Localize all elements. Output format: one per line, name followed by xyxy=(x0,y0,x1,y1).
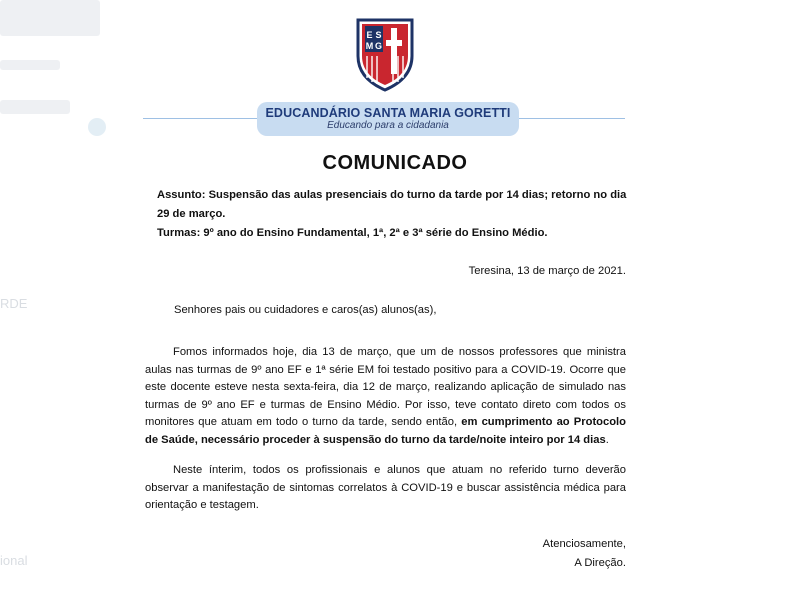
svg-text:G: G xyxy=(374,41,383,51)
background-panel xyxy=(88,118,106,136)
signature: A Direção. xyxy=(574,557,626,569)
school-motto: Educando para a cidadania xyxy=(327,120,449,131)
background-panel xyxy=(0,100,70,114)
paragraph-1-text: Fomos informados hoje, dia 13 de março, que um de nossos professores que ministra aulas nas turmas de 9º ano EF e 1ª série EM foi testado positivo para a COVID-19. Ocorre que este docente esteve nesta sexta-feira, dia 12 de março, realizando aplicação de simulado nas turmas de 9º ano EF e turmas de Ensino Médio. Por isso, teve contato direto com todos os monitores que atuam em todo o turno da tarde, sendo então, xyxy=(145,346,626,428)
school-crest-logo xyxy=(355,16,415,92)
header-rule-right xyxy=(517,118,625,119)
svg-text:S: S xyxy=(375,30,382,40)
closing: Atenciosamente, xyxy=(542,538,626,550)
paragraph-1-bold: em cumprimento ao Protocolo de Saúde, necessário proceder à suspensão do turno da tarde/noite inteiro por 14 dias xyxy=(145,416,627,446)
subject-line-1: Assunto: Suspensão das aulas presenciais do turno da tarde por 14 dias; retorno no dia xyxy=(157,189,627,201)
school-banner xyxy=(257,102,519,136)
svg-text:E: E xyxy=(366,30,373,40)
greeting: Senhores pais ou cuidadores e caros(as) alunos(as), xyxy=(174,304,437,316)
header-rule-left xyxy=(143,118,259,119)
background-panel xyxy=(0,60,60,70)
subject-line-2: 29 de março. xyxy=(157,208,226,220)
classes-line: Turmas: 9º ano do Ensino Fundamental, 1ª, 2ª e 3ª série do Ensino Médio. xyxy=(157,227,548,239)
paragraph-1-end: . xyxy=(605,433,609,446)
date-line: Teresina, 13 de março de 2021. xyxy=(468,265,626,277)
paragraph-1 xyxy=(145,344,626,449)
paragraph-2: Neste ínterim, todos os profissionais e alunos que atuam no referido turno deverão observar a manifestação de sintomas correlatos à COVID-19 e buscar assistência médica para orientação e testagem. xyxy=(145,464,626,511)
document-title: COMUNICADO xyxy=(322,152,468,174)
svg-text:M: M xyxy=(365,41,374,51)
background-text: RDE xyxy=(0,296,28,311)
background-panel xyxy=(0,0,100,36)
background-text: ional xyxy=(0,553,28,568)
school-name: EDUCANDÁRIO SANTA MARIA GORETTI xyxy=(265,106,511,120)
